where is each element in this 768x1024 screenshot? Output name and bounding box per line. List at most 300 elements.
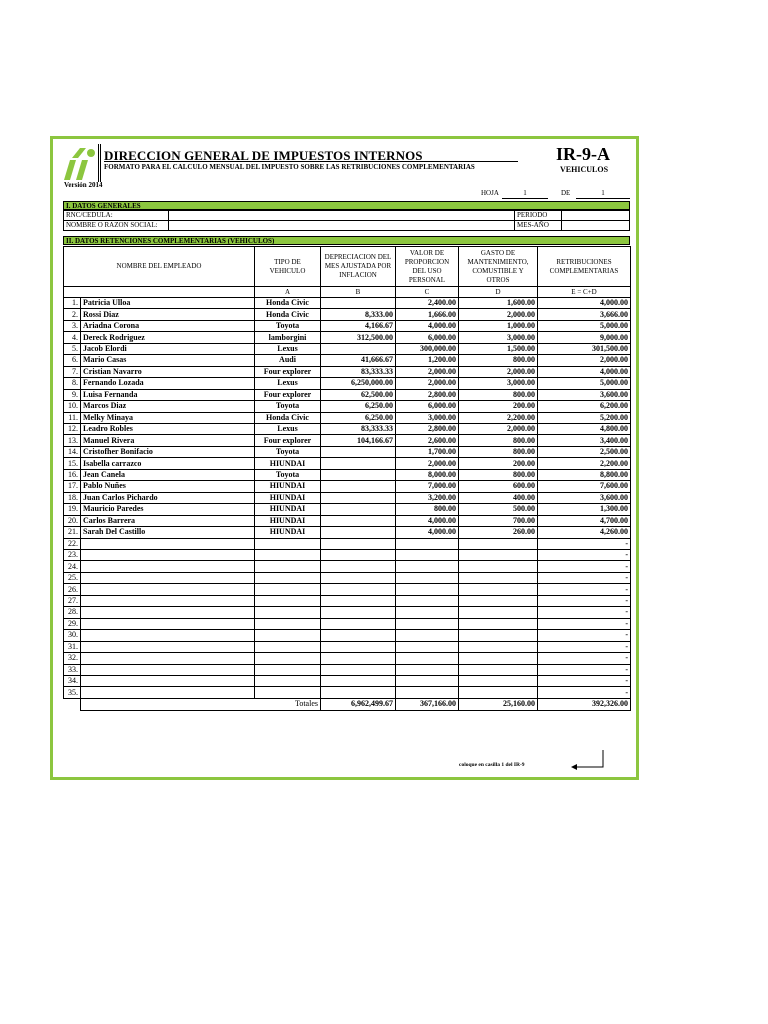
table-row: [64, 378, 631, 389]
vehicle-type-cell[interactable]: Toyota: [255, 401, 321, 412]
maintenance-cell[interactable]: 700.00: [459, 515, 538, 526]
retribution-cell: 8,800.00: [538, 469, 631, 480]
retribution-cell: 4,260.00: [538, 527, 631, 538]
depreciation-cell[interactable]: [321, 572, 396, 583]
table-row: [64, 538, 631, 549]
employee-name-cell[interactable]: [81, 687, 255, 698]
col-header-vehicle: TIPO DE VEHICULO: [255, 247, 321, 287]
page-subtitle: FORMATO PARA EL CALCULO MENSUAL DEL IMPUESTO SOBRE LAS RETRIBUCIONES COMPLEMENTARIAS: [104, 163, 475, 171]
table-row: [64, 401, 631, 412]
personal-use-cell[interactable]: 2,000.00: [396, 458, 459, 469]
row-number: 30.: [64, 630, 81, 641]
row-number: 18.: [64, 492, 81, 503]
table-row: [64, 423, 631, 434]
depreciation-cell[interactable]: 8,333.00: [321, 309, 396, 320]
vehicle-type-cell[interactable]: HIUNDAI: [255, 481, 321, 492]
vehicle-type-cell[interactable]: [255, 618, 321, 629]
depreciation-cell[interactable]: [321, 641, 396, 652]
depreciation-cell[interactable]: [321, 515, 396, 526]
vehicle-type-cell[interactable]: [255, 584, 321, 595]
employee-name-cell[interactable]: Manuel Rivera: [81, 435, 255, 446]
row-number: 5.: [64, 343, 81, 354]
vehicle-type-cell[interactable]: Toyota: [255, 446, 321, 457]
maintenance-cell[interactable]: 260.00: [459, 527, 538, 538]
retribution-cell: -: [538, 687, 631, 698]
maintenance-cell[interactable]: 800.00: [459, 435, 538, 446]
maintenance-cell[interactable]: 800.00: [459, 446, 538, 457]
vehicle-type-cell[interactable]: [255, 653, 321, 664]
personal-use-cell[interactable]: [396, 641, 459, 652]
employee-name-cell[interactable]: Luisa Fernanda: [81, 389, 255, 400]
depreciation-cell[interactable]: [321, 504, 396, 515]
vehicle-type-cell[interactable]: Lexus: [255, 378, 321, 389]
personal-use-cell[interactable]: [396, 618, 459, 629]
maintenance-cell[interactable]: [459, 595, 538, 606]
section-retentions: II. DATOS RETENCIONES COMPLEMENTARIAS (VEHICULOS): [63, 236, 630, 245]
personal-use-cell[interactable]: 3,000.00: [396, 412, 459, 423]
depreciation-cell[interactable]: [321, 527, 396, 538]
maintenance-cell[interactable]: [459, 572, 538, 583]
depreciation-cell[interactable]: [321, 549, 396, 560]
maintenance-cell[interactable]: 2,200.00: [459, 412, 538, 423]
retribution-cell: -: [538, 675, 631, 686]
rnc-label: RNC/CEDULA:: [63, 210, 169, 221]
employee-name-cell[interactable]: Mauricio Paredes: [81, 504, 255, 515]
employee-name-cell[interactable]: Isabella carrazco: [81, 458, 255, 469]
personal-use-cell[interactable]: [396, 687, 459, 698]
retribution-cell: 1,300.00: [538, 504, 631, 515]
row-number: 14.: [64, 446, 81, 457]
row-number: 1.: [64, 298, 81, 309]
personal-use-cell[interactable]: 4,000.00: [396, 320, 459, 331]
vehicle-type-cell[interactable]: [255, 595, 321, 606]
personal-use-cell[interactable]: 8,000.00: [396, 469, 459, 480]
employee-name-cell[interactable]: [81, 653, 255, 664]
personal-use-cell[interactable]: [396, 561, 459, 572]
vehicle-type-cell[interactable]: [255, 641, 321, 652]
totals-label: Totales: [81, 698, 321, 710]
depreciation-cell[interactable]: 6,250.00: [321, 401, 396, 412]
table-row: [64, 618, 631, 629]
row-number: 7.: [64, 366, 81, 377]
table-row: [64, 343, 631, 354]
maintenance-cell[interactable]: 200.00: [459, 401, 538, 412]
form-code: IR-9-A: [556, 144, 610, 164]
retribution-cell: -: [538, 607, 631, 618]
table-row: [64, 630, 631, 641]
vehicle-type-cell[interactable]: HIUNDAI: [255, 504, 321, 515]
table-row: [64, 595, 631, 606]
employee-name-cell[interactable]: [81, 664, 255, 675]
maintenance-cell[interactable]: [459, 675, 538, 686]
vehicle-type-cell[interactable]: HIUNDAI: [255, 527, 321, 538]
row-number: 20.: [64, 515, 81, 526]
row-number: 32.: [64, 653, 81, 664]
personal-use-cell[interactable]: 300,000.00: [396, 343, 459, 354]
vehicle-type-cell[interactable]: Lexus: [255, 343, 321, 354]
retribution-cell: 2,200.00: [538, 458, 631, 469]
maintenance-cell[interactable]: 1,000.00: [459, 320, 538, 331]
personal-use-cell[interactable]: 3,200.00: [396, 492, 459, 503]
personal-use-cell[interactable]: 1,700.00: [396, 446, 459, 457]
form-subtitle: VEHICULOS: [560, 165, 609, 174]
depreciation-cell[interactable]: [321, 595, 396, 606]
employee-name-cell[interactable]: Rossi Diaz: [81, 309, 255, 320]
personal-use-cell[interactable]: [396, 607, 459, 618]
personal-use-cell[interactable]: 2,600.00: [396, 435, 459, 446]
de-label: DE: [561, 189, 571, 197]
maintenance-cell[interactable]: 200.00: [459, 458, 538, 469]
retribution-cell: 9,000.00: [538, 332, 631, 343]
table-row: [64, 641, 631, 652]
retribution-cell: 4,000.00: [538, 366, 631, 377]
vehicle-type-cell[interactable]: Four explorer: [255, 366, 321, 377]
vehicle-type-cell[interactable]: [255, 607, 321, 618]
retribution-cell: -: [538, 630, 631, 641]
table-row: [64, 309, 631, 320]
maintenance-cell[interactable]: 800.00: [459, 469, 538, 480]
employee-name-cell[interactable]: [81, 572, 255, 583]
vehicle-type-cell[interactable]: [255, 538, 321, 549]
personal-use-cell[interactable]: 6,000.00: [396, 401, 459, 412]
retribution-cell: -: [538, 618, 631, 629]
table-body: [64, 298, 631, 699]
col-header-maintenance: GASTO DE MANTENIMIENTO, COMUSTIBLE Y OTROS: [459, 247, 538, 287]
employee-name-cell[interactable]: Ariadna Corona: [81, 320, 255, 331]
retribution-cell: 3,400.00: [538, 435, 631, 446]
row-number: 8.: [64, 378, 81, 389]
personal-use-cell[interactable]: [396, 595, 459, 606]
employee-name-cell[interactable]: [81, 630, 255, 641]
depreciation-cell[interactable]: [321, 343, 396, 354]
row-number: 16.: [64, 469, 81, 480]
employee-name-cell[interactable]: [81, 561, 255, 572]
maintenance-cell[interactable]: 2,000.00: [459, 309, 538, 320]
vehicle-type-cell[interactable]: Audi: [255, 355, 321, 366]
row-number: 3.: [64, 320, 81, 331]
periodo-label: PERIODO: [514, 210, 562, 221]
employee-name-cell[interactable]: [81, 675, 255, 686]
retribution-cell: -: [538, 653, 631, 664]
personal-use-cell[interactable]: 6,000.00: [396, 332, 459, 343]
depreciation-cell[interactable]: [321, 675, 396, 686]
maintenance-cell[interactable]: [459, 538, 538, 549]
depreciation-cell[interactable]: 312,500.00: [321, 332, 396, 343]
retribution-cell: 4,800.00: [538, 423, 631, 434]
totals-spacer: [64, 698, 81, 710]
maintenance-cell[interactable]: [459, 584, 538, 595]
depreciation-cell[interactable]: 104,166.67: [321, 435, 396, 446]
row-number: 34.: [64, 675, 81, 686]
employee-name-cell[interactable]: [81, 595, 255, 606]
vehicle-type-cell[interactable]: HIUNDAI: [255, 515, 321, 526]
header-divider: [98, 144, 101, 182]
total-maintenance: 25,160.00: [459, 698, 538, 710]
row-number: 27.: [64, 595, 81, 606]
letter-b: B: [321, 287, 396, 298]
maintenance-cell[interactable]: 3,000.00: [459, 332, 538, 343]
maintenance-cell[interactable]: [459, 549, 538, 560]
row-number: 35.: [64, 687, 81, 698]
table-row: [64, 355, 631, 366]
total-retributions: 392,326.00: [538, 698, 631, 710]
vehicle-type-cell[interactable]: Honda Civic: [255, 412, 321, 423]
personal-use-cell[interactable]: 2,000.00: [396, 366, 459, 377]
depreciation-cell[interactable]: [321, 492, 396, 503]
depreciation-cell[interactable]: [321, 298, 396, 309]
employee-name-cell[interactable]: Jean Canela: [81, 469, 255, 480]
maintenance-cell[interactable]: 800.00: [459, 355, 538, 366]
table-row: [64, 469, 631, 480]
table-row: [64, 549, 631, 560]
personal-use-cell[interactable]: 2,800.00: [396, 389, 459, 400]
employee-name-cell[interactable]: [81, 538, 255, 549]
table-row: [64, 389, 631, 400]
maintenance-cell[interactable]: 1,600.00: [459, 298, 538, 309]
personal-use-cell[interactable]: 4,000.00: [396, 527, 459, 538]
table-row: [64, 412, 631, 423]
maintenance-cell[interactable]: [459, 607, 538, 618]
personal-use-cell[interactable]: 800.00: [396, 504, 459, 515]
employee-name-cell[interactable]: Patricia Ulloa: [81, 298, 255, 309]
table-row: [64, 687, 631, 698]
vehicle-type-cell[interactable]: Toyota: [255, 320, 321, 331]
vehicle-type-cell[interactable]: [255, 572, 321, 583]
personal-use-cell[interactable]: 4,000.00: [396, 515, 459, 526]
maintenance-cell[interactable]: 400.00: [459, 492, 538, 503]
maintenance-cell[interactable]: [459, 618, 538, 629]
row-number: 15.: [64, 458, 81, 469]
dgii-logo: [60, 146, 100, 182]
retribution-cell: 6,200.00: [538, 401, 631, 412]
table-row: [64, 675, 631, 686]
employee-name-cell[interactable]: Dereck Rodriguez: [81, 332, 255, 343]
vehicle-type-cell[interactable]: [255, 630, 321, 641]
total-depreciation: 6,962,499.67: [321, 698, 396, 710]
retribution-cell: -: [538, 664, 631, 675]
table-letter-row: [64, 287, 631, 298]
arrow-left-icon: [570, 750, 606, 772]
personal-use-cell[interactable]: 1,666.00: [396, 309, 459, 320]
retribution-cell: 5,000.00: [538, 320, 631, 331]
retribution-cell: 2,000.00: [538, 355, 631, 366]
table-row: [64, 492, 631, 503]
depreciation-cell[interactable]: 6,250.00: [321, 412, 396, 423]
retribution-cell: 4,000.00: [538, 298, 631, 309]
row-number: 22.: [64, 538, 81, 549]
hoja-field[interactable]: 1: [502, 189, 548, 199]
row-number: 17.: [64, 481, 81, 492]
depreciation-cell[interactable]: [321, 469, 396, 480]
totals-row: [64, 698, 631, 710]
depreciation-cell[interactable]: [321, 618, 396, 629]
row-number: 12.: [64, 423, 81, 434]
row-number: 31.: [64, 641, 81, 652]
total-personal-use: 367,166.00: [396, 698, 459, 710]
vehicle-type-cell[interactable]: Honda Civic: [255, 309, 321, 320]
employee-name-cell[interactable]: [81, 584, 255, 595]
table-row: [64, 572, 631, 583]
maintenance-cell[interactable]: 800.00: [459, 389, 538, 400]
personal-use-cell[interactable]: [396, 538, 459, 549]
vehicle-type-cell[interactable]: Four explorer: [255, 389, 321, 400]
table-row: [64, 515, 631, 526]
vehicle-type-cell[interactable]: HIUNDAI: [255, 492, 321, 503]
col-header-retributions: RETRIBUCIONES COMPLEMENTARIAS: [538, 247, 631, 287]
personal-use-cell[interactable]: [396, 572, 459, 583]
retribution-cell: -: [538, 641, 631, 652]
vehicle-type-cell[interactable]: [255, 664, 321, 675]
vehicle-type-cell[interactable]: HIUNDAI: [255, 458, 321, 469]
personal-use-cell[interactable]: [396, 630, 459, 641]
depreciation-cell[interactable]: [321, 664, 396, 675]
vehicle-type-cell[interactable]: lamborgini: [255, 332, 321, 343]
maintenance-cell[interactable]: [459, 664, 538, 675]
employee-name-cell[interactable]: Carlos Barrera: [81, 515, 255, 526]
depreciation-cell[interactable]: [321, 607, 396, 618]
row-number: 29.: [64, 618, 81, 629]
maintenance-cell[interactable]: [459, 641, 538, 652]
hoja-label: HOJA: [481, 189, 499, 197]
depreciation-cell[interactable]: [321, 481, 396, 492]
maintenance-cell[interactable]: [459, 561, 538, 572]
maintenance-cell[interactable]: 2,000.00: [459, 423, 538, 434]
vehicle-type-cell[interactable]: [255, 561, 321, 572]
table-row: [64, 320, 631, 331]
row-number: 19.: [64, 504, 81, 515]
retribution-cell: 4,700.00: [538, 515, 631, 526]
employee-name-cell[interactable]: Pablo Nuñes: [81, 481, 255, 492]
depreciation-cell[interactable]: 4,166.67: [321, 320, 396, 331]
maintenance-cell[interactable]: 500.00: [459, 504, 538, 515]
retribution-cell: -: [538, 561, 631, 572]
personal-use-cell[interactable]: 1,200.00: [396, 355, 459, 366]
maintenance-cell[interactable]: [459, 687, 538, 698]
retribution-cell: -: [538, 595, 631, 606]
row-number: 6.: [64, 355, 81, 366]
table-header-row: [64, 247, 631, 287]
page-title: DIRECCION GENERAL DE IMPUESTOS INTERNOS: [104, 148, 423, 163]
retribution-cell: 3,666.00: [538, 309, 631, 320]
table-row: [64, 446, 631, 457]
row-number: 23.: [64, 549, 81, 560]
employee-name-cell[interactable]: Mario Casas: [81, 355, 255, 366]
retribution-cell: 5,200.00: [538, 412, 631, 423]
personal-use-cell[interactable]: 2,800.00: [396, 423, 459, 434]
vehicle-type-cell[interactable]: [255, 549, 321, 560]
row-number: 13.: [64, 435, 81, 446]
de-field[interactable]: 1: [576, 189, 630, 199]
employee-name-cell[interactable]: Marcos Diaz: [81, 401, 255, 412]
vehicle-type-cell[interactable]: Four explorer: [255, 435, 321, 446]
employee-name-cell[interactable]: Cristofher Bonifacio: [81, 446, 255, 457]
employee-name-cell[interactable]: [81, 607, 255, 618]
employee-name-cell[interactable]: Fernando Lozada: [81, 378, 255, 389]
employee-name-cell[interactable]: Leadro Robles: [81, 423, 255, 434]
employee-name-cell[interactable]: [81, 618, 255, 629]
row-number: 10.: [64, 401, 81, 412]
retribution-cell: 7,600.00: [538, 481, 631, 492]
depreciation-cell[interactable]: [321, 630, 396, 641]
depreciation-cell[interactable]: [321, 561, 396, 572]
mes-ano-field[interactable]: [561, 220, 630, 231]
depreciation-cell[interactable]: 83,333.33: [321, 366, 396, 377]
vehicle-type-cell[interactable]: Toyota: [255, 469, 321, 480]
personal-use-cell[interactable]: 2,000.00: [396, 378, 459, 389]
personal-use-cell[interactable]: [396, 549, 459, 560]
maintenance-cell[interactable]: 600.00: [459, 481, 538, 492]
depreciation-cell[interactable]: [321, 446, 396, 457]
section-general-data: I. DATOS GENERALES: [63, 201, 630, 210]
row-number: 25.: [64, 572, 81, 583]
name-field[interactable]: [168, 220, 515, 231]
maintenance-cell[interactable]: 1,500.00: [459, 343, 538, 354]
row-number: 28.: [64, 607, 81, 618]
personal-use-cell[interactable]: 2,400.00: [396, 298, 459, 309]
retentions-table: [63, 246, 631, 711]
maintenance-cell[interactable]: 2,000.00: [459, 366, 538, 377]
employee-name-cell[interactable]: [81, 549, 255, 560]
depreciation-cell[interactable]: 6,250,000.00: [321, 378, 396, 389]
row-number: 21.: [64, 527, 81, 538]
retribution-cell: -: [538, 538, 631, 549]
employee-name-cell[interactable]: Cristian Navarro: [81, 366, 255, 377]
vehicle-type-cell[interactable]: Honda Civic: [255, 298, 321, 309]
vehicle-type-cell[interactable]: Lexus: [255, 423, 321, 434]
maintenance-cell[interactable]: [459, 653, 538, 664]
vehicle-type-cell[interactable]: [255, 675, 321, 686]
col-header-depreciation: DEPRECIACION DEL MES AJUSTADA POR INFLACION: [321, 247, 396, 287]
version-label: Versión 2014: [64, 181, 103, 189]
row-number: 9.: [64, 389, 81, 400]
col-header-employee: NOMBRE DEL EMPLEADO: [64, 247, 255, 287]
retribution-cell: -: [538, 549, 631, 560]
personal-use-cell[interactable]: 7,000.00: [396, 481, 459, 492]
depreciation-cell[interactable]: 83,333.33: [321, 423, 396, 434]
depreciation-cell[interactable]: [321, 584, 396, 595]
maintenance-cell[interactable]: 3,000.00: [459, 378, 538, 389]
depreciation-cell[interactable]: [321, 538, 396, 549]
personal-use-cell[interactable]: [396, 584, 459, 595]
letter-c: C: [396, 287, 459, 298]
employee-name-cell[interactable]: Sarah Del Castillo: [81, 527, 255, 538]
personal-use-cell[interactable]: [396, 653, 459, 664]
depreciation-cell[interactable]: [321, 458, 396, 469]
row-number: 33.: [64, 664, 81, 675]
letter-d: D: [459, 287, 538, 298]
vehicle-type-cell[interactable]: [255, 687, 321, 698]
retribution-cell: 301,500.00: [538, 343, 631, 354]
table-row: [64, 435, 631, 446]
total-note: coloque en casilla 1 del IR-9: [459, 762, 525, 768]
employee-name-cell[interactable]: [81, 641, 255, 652]
depreciation-cell[interactable]: [321, 653, 396, 664]
employee-name-cell[interactable]: Melky Minaya: [81, 412, 255, 423]
personal-use-cell[interactable]: [396, 664, 459, 675]
personal-use-cell[interactable]: [396, 675, 459, 686]
letter-a: A: [255, 287, 321, 298]
employee-name-cell[interactable]: Juan Carlos Pichardo: [81, 492, 255, 503]
depreciation-cell[interactable]: 62,500.00: [321, 389, 396, 400]
depreciation-cell[interactable]: [321, 687, 396, 698]
employee-name-cell[interactable]: Jacob Elordi: [81, 343, 255, 354]
table-row: [64, 298, 631, 309]
title-underline: [104, 161, 518, 162]
table-row: [64, 607, 631, 618]
maintenance-cell[interactable]: [459, 630, 538, 641]
depreciation-cell[interactable]: 41,666.67: [321, 355, 396, 366]
retribution-cell: 3,600.00: [538, 389, 631, 400]
